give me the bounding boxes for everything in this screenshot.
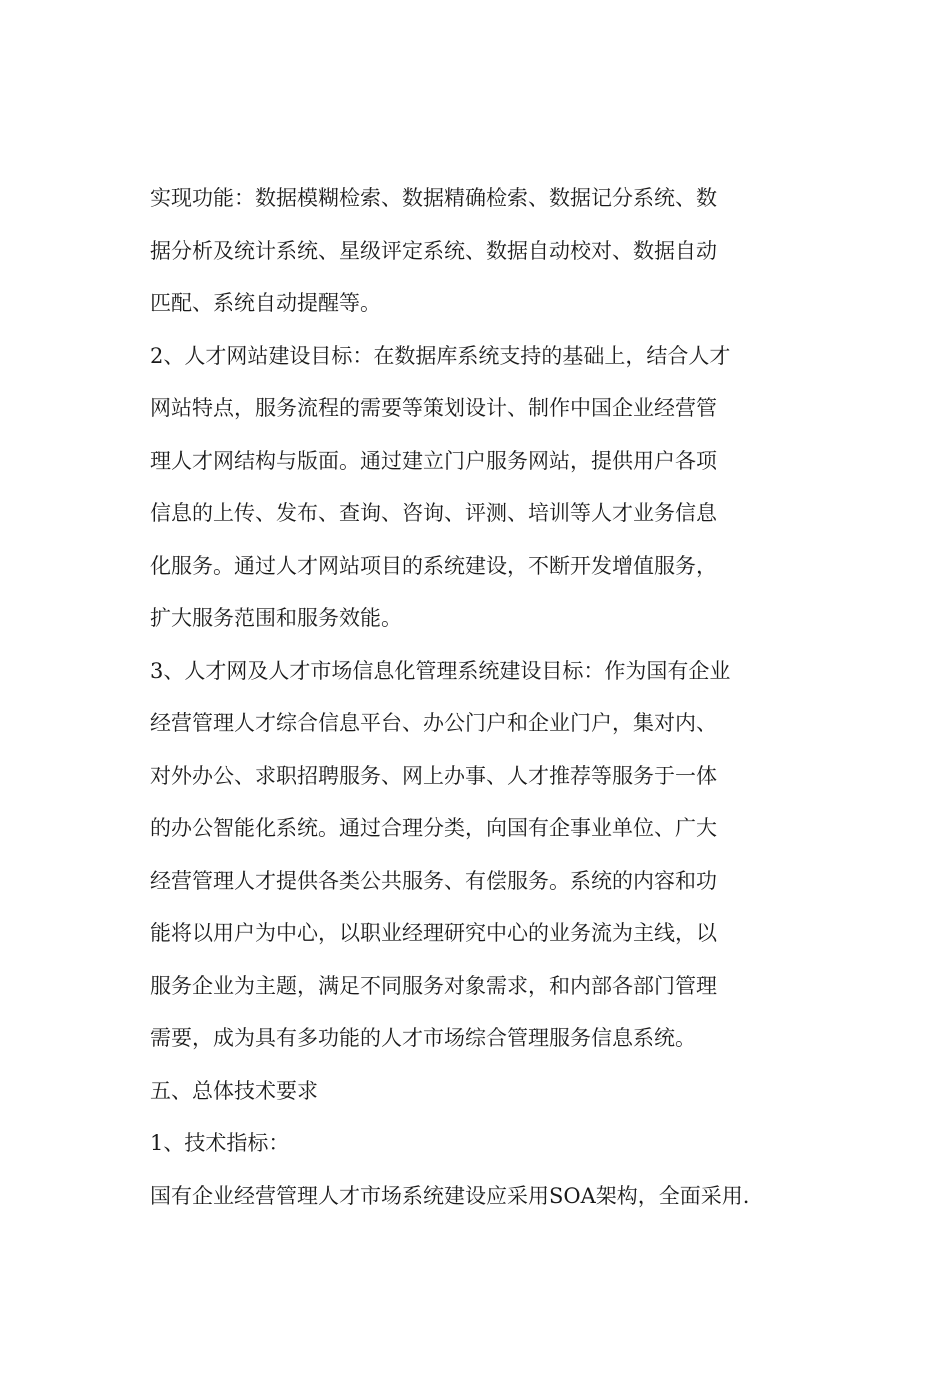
text-line: 据分析及统计系统、星级评定系统、数据自动校对、数据自动 <box>150 238 717 263</box>
text-line: 扩大服务范围和服务效能。 <box>150 606 402 630</box>
text-line: 化服务。通过人才网站项目的系统建设，不断开发增值服务， <box>150 553 717 578</box>
text-line: 服务企业为主题，满足不同服务对象需求，和内部各部门管理 <box>150 973 717 998</box>
text-line: 对外办公、求职招聘服务、网上办事、人才推荐等服务于一体 <box>150 763 717 788</box>
text-line: 实现功能：数据模糊检索、数据精确检索、数据记分系统、数 <box>150 186 717 210</box>
text-line: 的办公智能化系统。通过合理分类，向国有企事业单位、广大 <box>150 816 717 840</box>
section-heading: 五、总体技术要求 <box>150 1078 318 1103</box>
text-line: 3、人才网及人才市场信息化管理系统建设目标：作为国有企业 <box>150 658 731 683</box>
text-line: 2、人才网站建设目标：在数据库系统支持的基础上，结合人才 <box>150 343 731 368</box>
text-line: 理人才网结构与版面。通过建立门户服务网站，提供用户各项 <box>150 448 717 473</box>
document-body <box>150 172 810 1222</box>
text-line: 国有企业经营管理人才市场系统建设应采用SOA架构，全面采用. <box>150 1183 750 1208</box>
text-line: 需要，成为具有多功能的人才市场综合管理服务信息系统。 <box>150 1026 696 1050</box>
text-line: 网站特点，服务流程的需要等策划设计、制作中国企业经营管 <box>150 396 717 420</box>
text-line: 能将以用户为中心，以职业经理研究中心的业务流为主线，以 <box>150 921 717 945</box>
text-line: 信息的上传、发布、查询、咨询、评测、培训等人才业务信息 <box>150 501 717 525</box>
text-line: 匹配、系统自动提醒等。 <box>150 291 381 315</box>
text-line: 经营管理人才提供各类公共服务、有偿服务。系统的内容和功 <box>150 868 717 893</box>
subsection-heading: 1、技术指标： <box>150 1131 290 1155</box>
text-line: 经营管理人才综合信息平台、办公门户和企业门户，集对内、 <box>150 711 717 735</box>
